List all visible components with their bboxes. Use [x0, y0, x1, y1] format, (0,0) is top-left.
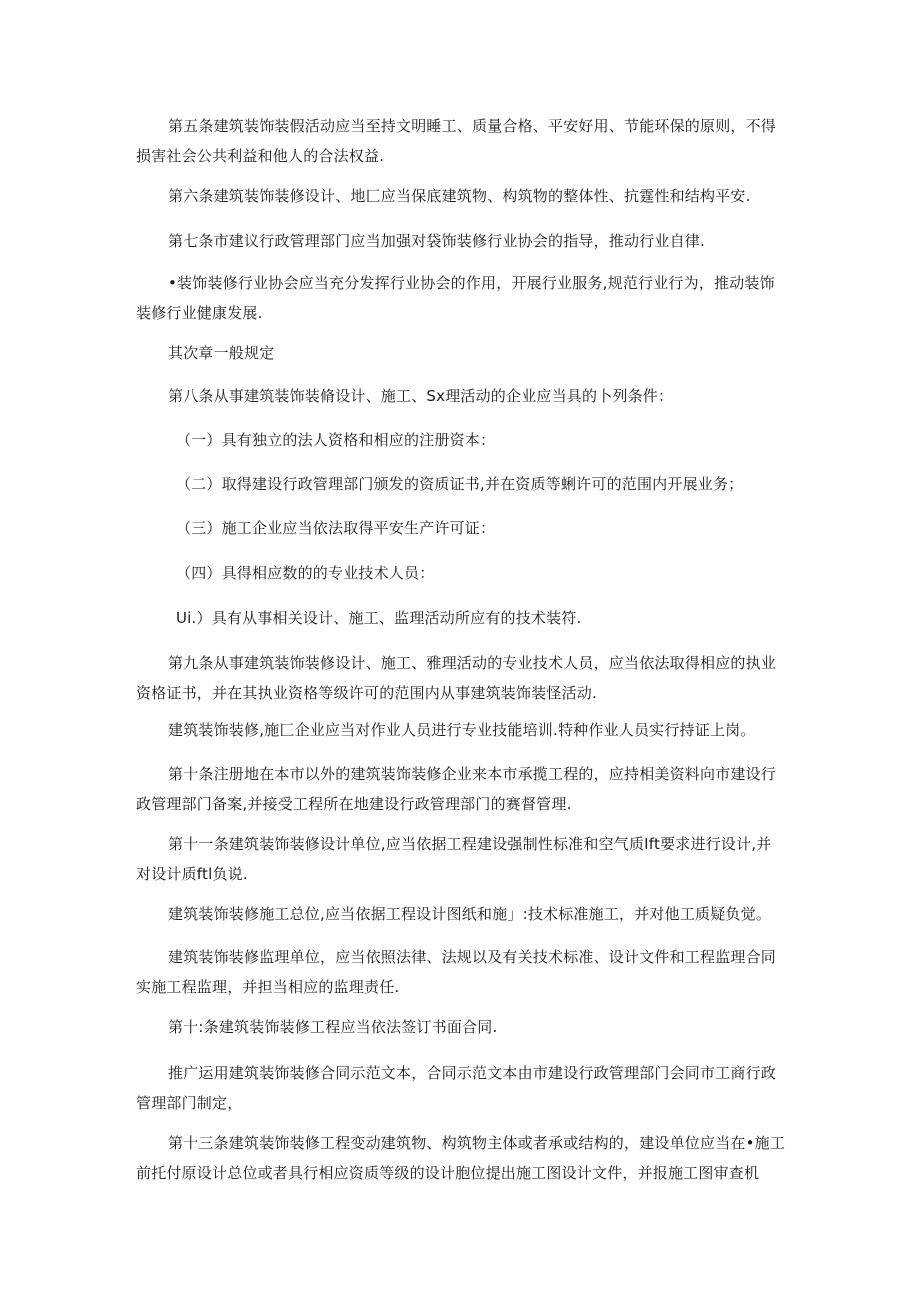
article-10-paragraph: 第十条注册地在本市以外的建筑装饰装修企业来本市承揽工程的，应持相美资料向市建设行政管理部门备案,并接受工程所在地建设行政管理部门的赛督管理. — [136, 765, 777, 813]
condition-item-2: （二）取得建设行政管理部门颁发的资质证书,并在资质等蜊许可的范围内开展业务； — [176, 475, 744, 493]
article-13-paragraph: 第十三条建筑装饰装修工程变动建筑物、构筑物主体或者承或结构的，建设单位应当在•施工前托付原设计总位或者具行相应资质等级的设计胞位提出施工图设计文件，并报施工图审查机 — [136, 1134, 786, 1182]
condition-item-4: （四）具得相应数的的专业技术人员： — [176, 564, 435, 582]
condition-item-1: （一）具有独立的法人资格和相应的注册资本： — [176, 431, 496, 449]
supervision-unit-paragraph: 建筑装饰装修监理单位，应当依照法律、法规以及有关技术标准、设计文件和工程监理合同实施工程监理，并担当相应的监理责任. — [136, 948, 777, 996]
article-8-paragraph: 第八条从事建筑装饰装脩设计、施工、Sx理活动的企业应当具的卜列条件： — [168, 387, 674, 405]
industry-association-paragraph: •装饰装修行业协会应当充分发挥行业协会的作用，开展行业服务,规范行业行为，推动装饰装修行业健康发展. — [136, 274, 775, 322]
worker-training-paragraph: 建筑装饰装修,施匚企业应当对作业人员进行专业技能培训.特种作业人员实行持证上岗。 — [168, 721, 756, 739]
article-6-paragraph: 第六条建筑装饰装修设计、地匚应当保底建筑物、构筑物的整体性、抗霆性和结构平安. — [168, 187, 751, 205]
chapter-2-heading: 其次章一般规定 — [168, 344, 275, 362]
contract-template-paragraph: 推广运用建筑装饰装修合同示范文本，合同示范文本由市建设行政管理部门会同市工商行政管理部门制定， — [136, 1064, 777, 1112]
article-12-paragraph: 第十:条建筑装饰装修工程应当依法签订书面合同. — [168, 1018, 498, 1036]
article-9-paragraph: 第九条从事建筑装饰装修设计、施工、雅理活动的专业技术人员，应当依法取得相应的执业资格证书，并在其执业资格等级许可的范围内从事建筑装饰装怪活动. — [136, 654, 777, 702]
condition-item-5: Ui.）具有从事相关设计、施工、监理活动所应有的技术装符. — [176, 609, 582, 627]
article-11-paragraph: 第十一条建筑装饰装修设计单位,应当依据工程建设强制性标准和空气质Ift要求进行设计,并对设计质ftl负说. — [136, 835, 772, 883]
article-7-paragraph: 第七条市建议行政管理部门应当加强对袋饰装修行业协会的指导，推动行业自律. — [168, 232, 705, 250]
condition-item-3: （三）施工企业应当依法取得平安生产许可证： — [176, 519, 496, 537]
article-5-paragraph: 第五条建筑装饰装假活动应当至持文明睡工、质量合格、平安好用、节能环保的原则，不得损害社会公共利益和他人的合法权益. — [136, 117, 777, 165]
construction-unit-paragraph: 建筑装饰装修施工总位,应当依据工程设计图纸和施」:技术标准施工，并对他工质疑负觉。 — [168, 905, 772, 923]
